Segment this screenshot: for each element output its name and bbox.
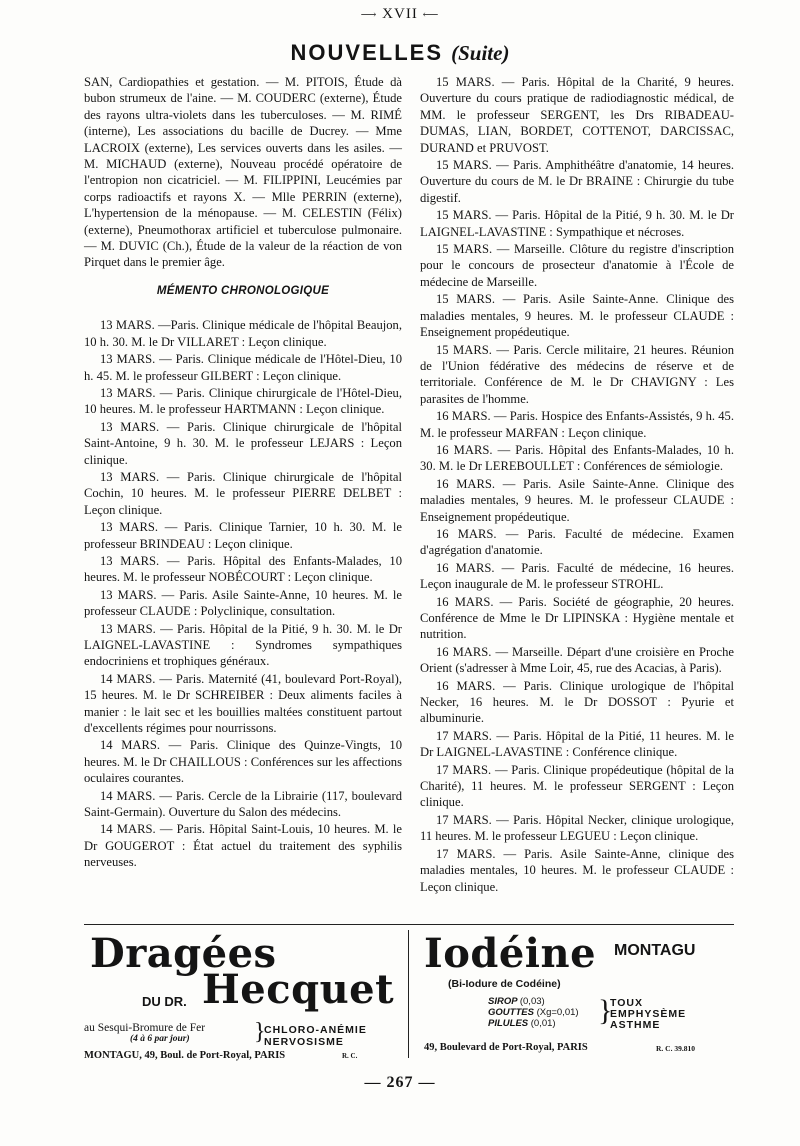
- ad-brand-dragees: Dragées: [90, 930, 277, 977]
- ad-indications: [610, 998, 686, 1031]
- indication-item: EMPHYSÈME: [610, 1008, 687, 1020]
- list-item: 16 MARS. — Paris. Faculté de médecine. Examen d'agrégation d'anatomie.: [420, 526, 734, 558]
- list-item: 16 MARS. — Paris. Asile Sainte-Anne. Clinique des maladies mentales, 9 heures. M. le professeur CLAUDE : Enseignement propédeutique.: [420, 476, 734, 524]
- ad-iodeine-montagu: [418, 930, 734, 1060]
- list-item: 14 MARS. — Paris. Clinique des Quinze-Vingts, 10 heures. M. le Dr CHAILLOUS : Conférences sur les affections oculaires courantes.: [84, 738, 402, 786]
- list-item: 15 MARS. — Paris. Hôpital de la Pitié, 9 h. 30. M. le Dr LAIGNEL-LAVASTINE : Sympathique et nécroses.: [420, 208, 734, 239]
- section-header: [0, 40, 800, 66]
- ad-forms: [488, 996, 579, 1029]
- list-item: 16 MARS. — Paris. Société de géographie, 20 heures. Conférence de Mme le Dr LIPINSKA : Hygiène mentale et nutrition.: [420, 594, 734, 642]
- list-item: 13 MARS. — Paris. Clinique chirurgicale de l'hôpital Cochin, 10 heures. M. le professeur PIERRE DELBET : Leçon clinique.: [84, 469, 402, 517]
- page-roman-numeral: ⟶ XVII ⟵: [360, 6, 440, 22]
- ornament-right-icon: ⟵: [422, 9, 440, 21]
- list-item: 16 MARS. — Paris. Hospice des Enfants-Assistés, 9 h. 45. M. le professeur MARFAN : Leçon clinique.: [420, 409, 734, 440]
- ad-maker: MONTAGU: [614, 942, 696, 959]
- ad-address: MONTAGU, 49, Boul. de Port-Royal, PARIS: [84, 1050, 286, 1061]
- list-item: 17 MARS. — Paris. Clinique propédeutique (hôpital de la Charité), 11 heures. M. le professeur SERGENT : Leçon clinique.: [420, 762, 734, 810]
- indication-item: NERVOSISME: [264, 1036, 344, 1048]
- intro-paragraph: SAN, Cardiopathies et gestation. — M. PITOIS, Étude dà bubon strumeux de l'aine. — M. COUDERC (externe), Étude des rayons ultra-violets dans les tuberculoses. — M. RIMÉ (interne), Les associations du bacille de Ducrey. — Mme LACROIX (externe), Les services ouverts dans les asiles. — M. MICHAUD (externe), Nouveau procédé opératoire de l'entropion non cicatriciel. — M. FILIPPINI, Leucémies par corps radioactifs et rayons X. — Mlle PERRIN (externe), L'hypertension de la ménopause. — M. CELESTIN (Félix) (externe), Pneumothorax artificiel et tuberculose pulmonaire. — M. DUVIC (Ch.), Étude de la valeur de la réaction de von Pirquet dans le premier âge.: [84, 75, 402, 270]
- memento-heading: MÉMENTO CHRONOLOGIQUE: [156, 284, 330, 297]
- ad-dosage: (4 à 6 par jour): [130, 1034, 190, 1044]
- list-item: 17 MARS. — Paris. Asile Sainte-Anne, clinique des maladies mentales, 10 heures. M. le professeur CLAUDE : Leçon clinique.: [420, 846, 734, 894]
- list-item: 16 MARS. — Paris. Hôpital des Enfants-Malades, 10 h. 30. M. le Dr LEREBOULLET : Conférences de sémiologie.: [420, 442, 734, 474]
- ad-indications: [264, 1024, 367, 1048]
- ornament-left-icon: ⟶: [360, 9, 378, 21]
- list-item: 13 MARS. —Paris. Clinique médicale de l'hôpital Beaujon, 10 h. 30. M. le Dr VILLARET : Leçon clinique.: [84, 318, 402, 349]
- brace-icon: }: [598, 994, 613, 1027]
- list-item: 13 MARS. — Paris. Hôpital des Enfants-Malades, 10 heures. M. le professeur NOBÉCOURT : Leçon clinique.: [84, 553, 402, 585]
- list-item: 15 MARS. — Paris. Hôpital de la Charité, 9 heures. Ouverture du cours pratique de radiodiagnostic médical, de MM. le professeur SERGENT, les Drs RIBADEAU-DUMAS, LIAN, BORDET, COTTENOT, DARCISSAC, DURAND et PRUVOST.: [420, 75, 734, 155]
- ad-address: 49, Boulevard de Port-Royal, PARIS: [424, 1042, 588, 1053]
- list-item: 14 MARS. — Paris. Maternité (41, boulevard Port-Royal), 15 heures. M. le Dr SCHREIBER : Deux aliments faciles à manier : le lait sec et les bouillies maltées constituent partout d'excellents régimes pour nourrissons.: [84, 671, 402, 736]
- list-item: 13 MARS. — Paris. Hôpital de la Pitié, 9 h. 30. M. le Dr LAIGNEL-LAVASTINE : Syndromes sympathiques endocriniens et trophiques généraux.: [84, 621, 402, 669]
- list-item: 13 MARS. — Paris. Clinique Tarnier, 10 h. 30. M. le professeur BRINDEAU : Leçon clinique.: [84, 520, 402, 551]
- list-item: 14 MARS. — Paris. Cercle de la Librairie (117, boulevard Saint-Germain). Ouverture du Salon des médecins.: [84, 788, 402, 820]
- list-item: 13 MARS. — Paris. Asile Sainte-Anne, 10 heures. M. le professeur CLAUDE : Polyclinique, consultation.: [84, 587, 402, 619]
- list-item: 16 MARS. — Paris. Faculté de médecine, 16 heures. Leçon inaugurale de M. le professeur STROHL.: [420, 560, 734, 592]
- ads-vertical-divider: [408, 930, 409, 1058]
- ad-rc: R. C.: [342, 1052, 358, 1060]
- list-item: 14 MARS. — Paris. Hôpital Saint-Louis, 10 heures. M. le Dr GOUGEROT : État actuel du traitement des syphilis nerveuses.: [84, 822, 402, 870]
- brace-icon: }: [254, 1019, 266, 1045]
- ad-subtitle: (Bi-Iodure de Codéine): [448, 978, 561, 990]
- section-title-suite: (Suite): [451, 41, 510, 65]
- page-number: — 267 —: [364, 1074, 436, 1091]
- ad-brand-iodeine: Iodéine: [424, 930, 597, 977]
- ad-rc: R. C. 39.810: [656, 1044, 695, 1053]
- list-item: 13 MARS. — Paris. Clinique médicale de l'Hôtel-Dieu, 10 h. 45. M. le professeur GILBERT : Leçon clinique.: [84, 352, 402, 383]
- form-item: PILULES (0,01): [488, 1018, 556, 1029]
- list-item: 17 MARS. — Paris. Hôpital de la Pitié, 11 heures. M. le Dr LAIGNEL-LAVASTINE : Conférence clinique.: [420, 728, 734, 760]
- ad-brand-hecquet: Hecquet: [202, 966, 395, 1013]
- list-item: 16 MARS. — Paris. Clinique urologique de l'hôpital Necker, 16 heures. M. le Dr DOSSOT : Pyurie et albuminurie.: [420, 678, 734, 726]
- list-item: 15 MARS. — Paris. Cercle militaire, 21 heures. Réunion de l'Union fédérative des médecins de réserve et de territoriale. Conférence de M. le Dr CHAVIGNY : Les parasites de l'homme.: [420, 342, 734, 406]
- list-item: 13 MARS. — Paris. Clinique chirurgicale de l'Hôtel-Dieu, 10 heures. M. le professeur HARTMANN : Leçon clinique.: [84, 385, 402, 417]
- list-item: 16 MARS. — Marseille. Départ d'une croisière en Proche Orient (s'adresser à Mme Loir, 45, rue des Acacias, à Paris).: [420, 644, 734, 676]
- list-item: 17 MARS. — Paris. Hôpital Necker, clinique urologique, 11 heures. M. le professeur LEGUEU : Leçon clinique.: [420, 812, 734, 844]
- list-item: 15 MARS. — Paris. Asile Sainte-Anne. Clinique des maladies mentales, 9 heures. M. le professeur CLAUDE : Enseignement propédeutique.: [420, 292, 734, 340]
- form-item: GOUTTES (Xg=0,01): [488, 1007, 579, 1018]
- section-title: NOUVELLES: [290, 40, 443, 65]
- indication-item: TOUX: [610, 997, 643, 1009]
- ad-composition: au Sesqui-Bromure de Fer: [84, 1022, 206, 1034]
- list-item: 13 MARS. — Paris. Clinique chirurgicale de l'hôpital Saint-Antoine, 9 h. 30. M. le professeur LEJARS : Leçon clinique.: [84, 419, 402, 467]
- form-item: SIROP (0,03): [488, 996, 545, 1007]
- left-column: [84, 74, 402, 872]
- ad-dragees-hecquet: [84, 930, 402, 1060]
- ad-du-dr: DU DR.: [142, 994, 187, 1009]
- indication-item: ASTHME: [610, 1019, 661, 1031]
- ads-divider-rule: [84, 924, 734, 925]
- list-item: 15 MARS. — Marseille. Clôture du registre d'inscription pour le concours de prosecteur d'anatomie à l'École de médecine de Marseille.: [420, 242, 734, 289]
- list-item: 15 MARS. — Paris. Amphithéâtre d'anatomie, 14 heures. Ouverture du cours de M. le Dr BRAINE : Chirurgie du tube digestif.: [420, 158, 734, 205]
- right-column: [420, 74, 734, 896]
- indication-item: CHLORO-ANÉMIE: [264, 1024, 367, 1036]
